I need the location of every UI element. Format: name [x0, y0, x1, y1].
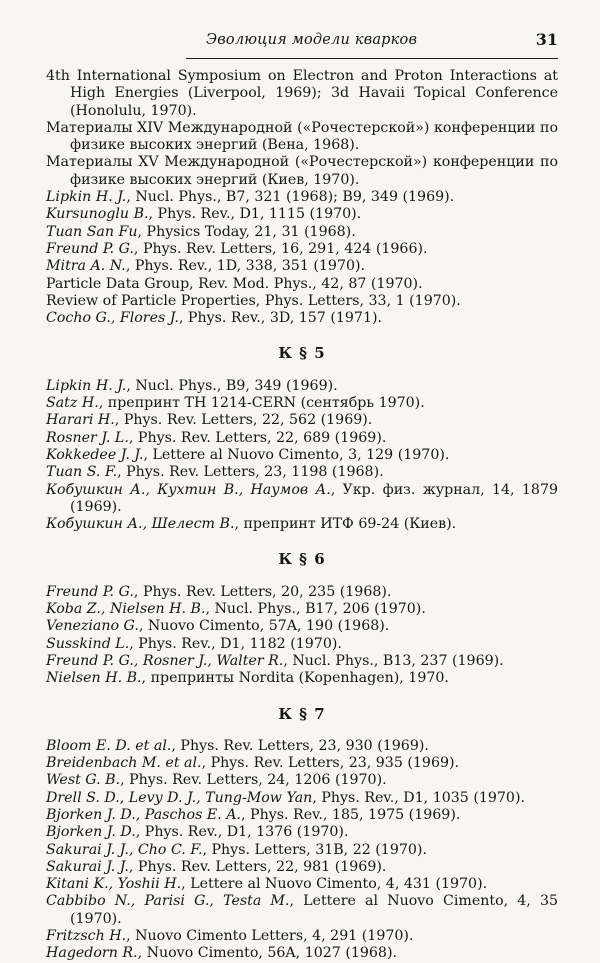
- reference-authors: Bjorken J. D., Paschos E. A.: [46, 806, 241, 823]
- reference-entry: [46, 893, 558, 928]
- reference-authors: Lipkin H. J.: [46, 377, 127, 394]
- page-number: 31: [535, 30, 558, 49]
- reference-authors: Кобушкин А., Кухтин В., Наумов А.: [46, 481, 331, 498]
- reference-authors: Hagedorn R.: [46, 945, 138, 962]
- reference-authors: Кобушкин А., Шелест В.: [46, 516, 235, 533]
- reference-text: , препринт ИТФ 69-24 (Киев).: [234, 516, 457, 533]
- reference-authors: Drell S. D., Levy D. J., Tung-Mow Yan: [46, 789, 313, 806]
- reference-authors: Mitra A. N.: [46, 258, 126, 275]
- reference-entry: [46, 430, 558, 447]
- reference-entry: [46, 258, 558, 275]
- reference-entry: [46, 310, 558, 327]
- reference-text: , Phys. Rev., D1, 1182 (1970).: [129, 635, 342, 652]
- reference-entry: [46, 395, 558, 412]
- reference-text: Материалы XV Международной («Рочестерской») конференции по физике высоких энергий (Киев, 1970).: [46, 154, 558, 188]
- reference-entry: [46, 738, 558, 755]
- reference-entry: [46, 516, 558, 533]
- reference-text: , Phys. Letters, 31B, 22 (1970).: [202, 841, 427, 858]
- reference-text: , препринты Nordita (Kopenhagen), 1970.: [141, 670, 449, 687]
- reference-text: , Nucl. Phys., B13, 237 (1969).: [283, 652, 504, 669]
- reference-entry: [46, 928, 558, 945]
- reference-authors: Rosner J. L.: [46, 429, 129, 446]
- reference-authors: Cocho G., Flores J.: [46, 310, 179, 327]
- reference-text: Review of Particle Properties, Phys. Letters, 33, 1 (1970).: [46, 292, 461, 309]
- reference-text: , Phys. Rev. Letters, 23, 935 (1969).: [201, 755, 460, 772]
- reference-list: [46, 68, 558, 963]
- reference-text: , Lettere al Nuovo Cimento, 4, 35 (1970).: [70, 893, 558, 927]
- reference-entry: [46, 824, 558, 841]
- reference-entry: [46, 790, 558, 807]
- reference-text: , Phys. Rev., 185, 1975 (1969).: [241, 806, 461, 823]
- reference-authors: Kitani K., Yoshii H.: [46, 876, 182, 893]
- reference-entry: [46, 670, 558, 687]
- reference-entry: [46, 601, 558, 618]
- reference-authors: Veneziano G.: [46, 618, 139, 635]
- reference-entry: [46, 68, 558, 120]
- reference-text: , Phys. Rev., 1D, 338, 351 (1970).: [125, 258, 366, 275]
- reference-text: Материалы XIV Международной («Рочестерской») конференции по физике высоких энергий (Вена, 1968).: [46, 119, 558, 154]
- reference-authors: Kokkedee J. J.: [46, 446, 144, 463]
- section-heading: К § 6: [278, 550, 326, 569]
- reference-authors: Freund P. G.: [46, 240, 134, 257]
- reference-text: , Lettere al Nuovo Cimento, 4, 431 (1970).: [181, 876, 488, 893]
- reference-authors: Breidenbach M. et al.: [46, 755, 202, 772]
- reference-text: Particle Data Group, Rev. Mod. Phys., 42, 87 (1970).: [46, 275, 423, 292]
- reference-authors: Fritzsch H.: [46, 928, 127, 945]
- reference-entry: [46, 464, 558, 481]
- reference-text: , Phys. Rev. Letters, 16, 291, 424 (1966).: [133, 240, 428, 257]
- reference-entry: [46, 120, 558, 155]
- reference-entry: [46, 842, 558, 859]
- reference-entry: [46, 807, 558, 824]
- reference-text: , Phys. Rev. Letters, 22, 981 (1969).: [128, 858, 387, 875]
- page-header: [186, 26, 558, 59]
- reference-entry: [46, 224, 558, 241]
- reference-text: , Phys. Rev. Letters, 23, 1198 (1968).: [117, 464, 384, 481]
- reference-authors: Tuan S. F.: [46, 464, 118, 481]
- running-title: Эволюция модели кварков: [206, 32, 418, 48]
- reference-authors: Harari H.: [46, 412, 115, 429]
- reference-text: , Nucl. Phys., B17, 206 (1970).: [205, 601, 426, 618]
- reference-entry: [46, 653, 558, 670]
- reference-text: , Nuovo Cimento Letters, 4, 291 (1970).: [126, 928, 414, 945]
- reference-text: , препринт TH 1214-CERN (сентябрь 1970).: [98, 395, 425, 412]
- reference-text: , Nucl. Phys., B9, 349 (1969).: [126, 377, 338, 394]
- reference-entry: [46, 447, 558, 464]
- reference-text: , Phys. Rev., 3D, 157 (1971).: [178, 310, 383, 327]
- reference-entry: [46, 636, 558, 653]
- reference-text: , Phys. Rev. Letters, 22, 562 (1969).: [114, 412, 373, 429]
- reference-text: , Phys. Rev., D1, 1115 (1970).: [148, 206, 362, 223]
- reference-authors: Cabbibo N., Parisi G., Testa M.: [46, 893, 290, 910]
- reference-authors: Satz H.: [46, 395, 99, 412]
- reference-authors: Freund P. G.: [46, 583, 134, 600]
- reference-entry: [46, 378, 558, 395]
- section-heading: К § 7: [278, 704, 326, 723]
- reference-sections: [46, 345, 558, 962]
- reference-text: , Phys. Rev. Letters, 20, 235 (1968).: [133, 583, 392, 600]
- intro-references: [46, 68, 558, 327]
- reference-authors: Koba Z., Nielsen H. B.: [46, 601, 206, 618]
- reference-authors: Nielsen H. B.: [46, 670, 142, 687]
- reference-entry: [46, 189, 558, 206]
- reference-entry: [46, 154, 558, 189]
- reference-entry: [46, 772, 558, 789]
- reference-text: , Phys. Rev., D1, 1035 (1970).: [312, 789, 526, 806]
- reference-entry: [46, 876, 558, 893]
- reference-entry: [46, 206, 558, 223]
- reference-text: , Nuovo Cimento, 56A, 1027 (1968).: [137, 945, 398, 962]
- reference-text: , Physics Today, 21, 31 (1968).: [137, 223, 356, 240]
- reference-authors: Lipkin H. J.: [46, 189, 127, 206]
- reference-text: , Phys. Rev., D1, 1376 (1970).: [135, 824, 349, 841]
- reference-authors: Sakurai J. J., Cho C. F.: [46, 841, 203, 858]
- reference-authors: Freund P. G., Rosner J., Walter R.: [46, 652, 284, 669]
- reference-entry: [46, 241, 558, 258]
- reference-text: , Укр. физ. журнал, 14, 1879 (1969).: [70, 481, 559, 515]
- section-heading: К § 5: [278, 344, 326, 363]
- reference-text: , Phys. Rev. Letters, 24, 1206 (1970).: [120, 772, 387, 789]
- reference-entry: [46, 945, 558, 962]
- reference-entry: [46, 276, 558, 293]
- reference-text: , Nuovo Cimento, 57A, 190 (1968).: [138, 618, 390, 635]
- reference-text: , Lettere al Nuovo Cimento, 3, 129 (1970).: [143, 446, 450, 463]
- reference-authors: Sakurai J. J.: [46, 858, 129, 875]
- reference-text: , Nucl. Phys., B7, 321 (1968); B9, 349 (1969).: [126, 189, 455, 206]
- reference-authors: Kursunoglu B.: [46, 206, 149, 223]
- reference-text: 4th International Symposium on Electron and Proton Interactions at High Energies (Liverpool, 1969); 3d Havaii Topical Conference (Honolulu, 1970).: [46, 68, 558, 119]
- reference-authors: Tuan San Fu: [46, 223, 138, 240]
- reference-authors: Susskind L.: [46, 635, 130, 652]
- reference-authors: Bloom E. D. et al.: [46, 737, 172, 754]
- reference-entry: [46, 584, 558, 601]
- reference-text: , Phys. Rev. Letters, 22, 689 (1969).: [128, 429, 387, 446]
- reference-entry: [46, 293, 558, 310]
- reference-entry: [46, 412, 558, 429]
- reference-authors: Bjorken J. D.: [46, 824, 136, 841]
- reference-text: , Phys. Rev. Letters, 23, 930 (1969).: [171, 737, 429, 754]
- reference-entry: [46, 482, 558, 517]
- reference-authors: West G. B.: [46, 772, 121, 789]
- reference-entry: [46, 755, 558, 772]
- reference-entry: [46, 618, 558, 635]
- reference-entry: [46, 859, 558, 876]
